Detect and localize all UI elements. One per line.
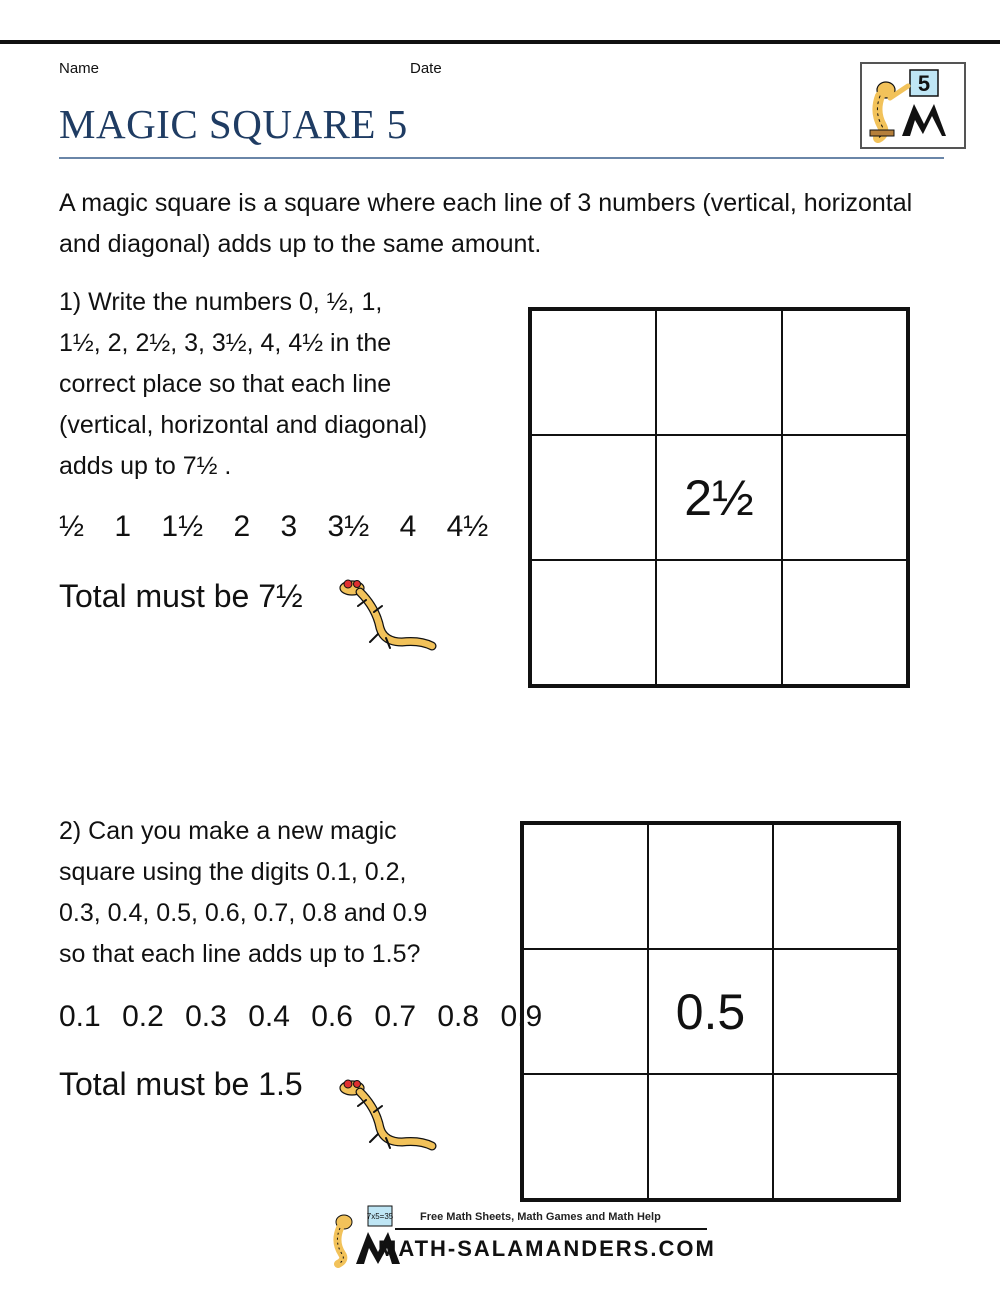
salamander-logo-icon	[862, 64, 964, 147]
logo-badge-number: 5	[917, 71, 931, 96]
number-item: 0.1	[59, 1000, 101, 1033]
footer-site-link[interactable]: MATH-SALAMANDERS.COM	[378, 1236, 716, 1261]
number-item: 3½	[327, 510, 370, 543]
salamander-icon	[330, 1072, 440, 1152]
magic-square-2	[520, 821, 901, 1202]
footer-logo-badge: 7x5=35	[366, 1212, 394, 1221]
question-2-numbers	[59, 1000, 542, 1034]
question-1-line: 1) Write the numbers 0, ½, 1,	[59, 288, 383, 316]
number-item: 0.6	[311, 1000, 353, 1033]
grid-cell[interactable]	[648, 1074, 773, 1199]
intro-text: A magic square is a square where each line of 3 numbers (vertical, horizontal and diagonal) adds up to the same amount.	[59, 189, 913, 258]
grid-cell[interactable]	[773, 1074, 898, 1199]
grid-cell[interactable]	[531, 310, 656, 435]
grid-cell[interactable]	[523, 824, 648, 949]
number-item: 0.8	[437, 1000, 480, 1033]
question-2-line: square using the digits 0.1, 0.2,	[59, 858, 407, 886]
number-item: ½	[59, 510, 85, 543]
logo-badge	[860, 62, 966, 149]
number-item: 3	[280, 510, 298, 543]
number-item: 0.3	[185, 1000, 227, 1033]
grid-cell[interactable]	[523, 1074, 648, 1199]
number-item: 0.2	[122, 1000, 164, 1033]
question-1-line: (vertical, horizontal and diagonal)	[59, 411, 428, 439]
grid-cell[interactable]	[531, 560, 656, 685]
number-item: 1½	[161, 510, 204, 543]
question-1-numbers	[59, 510, 488, 544]
question-2-total: Total must be 1.5	[59, 1066, 303, 1102]
grid-cell[interactable]	[782, 560, 907, 685]
date-label: Date	[410, 60, 442, 77]
grid-cell[interactable]	[773, 824, 898, 949]
number-item: 0.7	[374, 1000, 417, 1033]
grid-cell[interactable]	[648, 824, 773, 949]
number-item: 0.4	[248, 1000, 290, 1033]
footer-tagline: Free Math Sheets, Math Games and Math Help	[420, 1211, 661, 1223]
question-1-text	[59, 282, 499, 487]
grid-cell[interactable]	[656, 560, 781, 685]
grid-cell-center: 2½	[656, 435, 781, 560]
title-rule	[59, 157, 944, 159]
number-item: 4	[399, 510, 417, 543]
number-item: 1	[114, 510, 132, 543]
top-rule	[0, 40, 1000, 44]
number-item: 4½	[446, 510, 489, 543]
question-1-line: correct place so that each line	[59, 370, 392, 398]
number-item: 0.9	[500, 1000, 543, 1033]
question-2-line: so that each line adds up to 1.5?	[59, 940, 421, 968]
page-title: MAGIC SQUARE 5	[59, 101, 408, 147]
question-2-line: 2) Can you make a new magic	[59, 817, 397, 845]
question-1-total: Total must be 7½	[59, 578, 303, 614]
magic-square-1	[528, 307, 910, 688]
grid-cell[interactable]	[782, 435, 907, 560]
grid-cell[interactable]	[773, 949, 898, 1074]
grid-cell[interactable]	[782, 310, 907, 435]
grid-cell[interactable]	[656, 310, 781, 435]
question-2-line: 0.3, 0.4, 0.5, 0.6, 0.7, 0.8 and 0.9	[59, 899, 428, 927]
question-2-text	[59, 811, 499, 975]
question-1-line: 1½, 2, 2½, 3, 3½, 4, 4½ in the	[59, 329, 392, 357]
grid-cell-center: 0.5	[648, 949, 773, 1074]
footer-rule	[395, 1228, 707, 1230]
name-label: Name	[59, 60, 100, 77]
number-item: 2	[233, 510, 251, 543]
question-1-line: adds up to 7½ .	[59, 452, 232, 480]
salamander-icon	[330, 572, 440, 652]
grid-cell[interactable]	[531, 435, 656, 560]
grid-cell[interactable]	[523, 949, 648, 1074]
